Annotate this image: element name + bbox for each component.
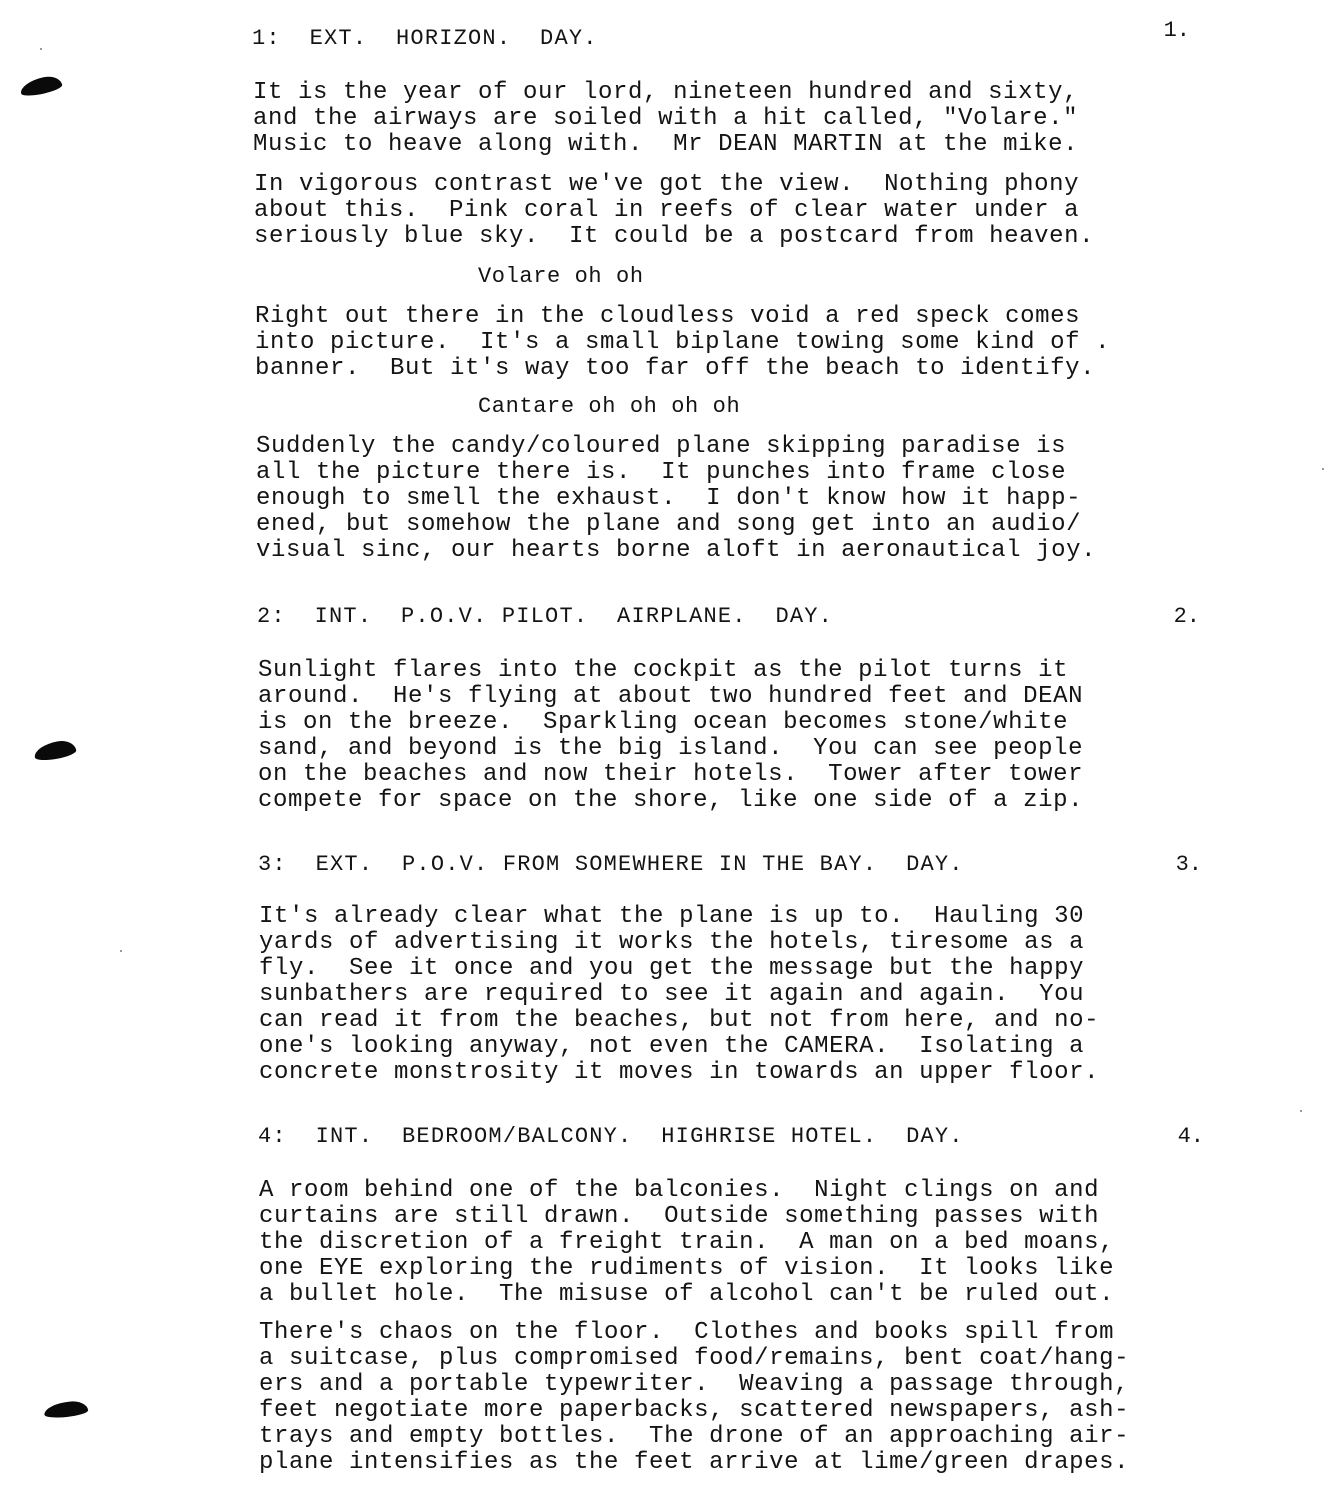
action-line: compete for space on the shore, like one side of a zip. (258, 787, 1084, 814)
action-line: fly. See it once and you get the message but the happy (259, 955, 1085, 982)
action-line: a suitcase, plus compromised food/remains, bent coat/hang- (259, 1345, 1130, 1372)
action-line: seriously blue sky. It could be a postcard from heaven. (254, 223, 1095, 250)
action-line: enough to smell the exhaust. I don't know how it happ- (256, 485, 1082, 512)
scene-heading: 1: EXT. HORIZON. DAY. (252, 26, 598, 51)
action-line: Right out there in the cloudless void a red speck comes (255, 303, 1081, 330)
action-line: In vigorous contrast we've got the view. Nothing phony (254, 171, 1080, 198)
action-line: the discretion of a freight train. A man on a bed moans, (259, 1229, 1115, 1256)
scene-number: 1. (1163, 18, 1190, 43)
action-line: trays and empty bottles. The drone of an approaching air- (259, 1423, 1130, 1450)
action-line: concrete monstrosity it moves in towards an upper floor. (259, 1059, 1100, 1086)
action-line: There's chaos on the floor. Clothes and books spill from (259, 1319, 1115, 1346)
scan-speck (120, 950, 122, 952)
scan-speck (1322, 468, 1324, 470)
action-line: A room behind one of the balconies. Night clings on and (259, 1177, 1100, 1204)
scan-speck (40, 48, 42, 50)
action-line: one's looking anyway, not even the CAMERA. Isolating a (259, 1033, 1085, 1060)
action-line: and the airways are soiled with a hit called, "Volare." (253, 105, 1079, 132)
action-line: on the beaches and now their hotels. Tower after tower (258, 761, 1084, 788)
action-line: feet negotiate more paperbacks, scattered newspapers, ash- (259, 1397, 1130, 1424)
scene-heading: 4: INT. BEDROOM/BALCONY. HIGHRISE HOTEL. DAY. (258, 1124, 964, 1149)
action-line: all the picture there is. It punches into frame close (256, 459, 1067, 486)
action-line: Suddenly the candy/coloured plane skipping paradise is (256, 433, 1067, 460)
action-line: Music to heave along with. Mr DEAN MARTIN at the mike. (253, 131, 1079, 158)
action-line: plane intensifies as the feet arrive at lime/green drapes. (259, 1449, 1130, 1476)
action-line: about this. Pink coral in reefs of clear water under a (254, 197, 1080, 224)
action-line: into picture. It's a small biplane towing some kind of . (255, 329, 1111, 356)
scene-number: 2. (1173, 604, 1200, 629)
action-line: curtains are still drawn. Outside something passes with (259, 1203, 1100, 1230)
action-line: visual sinc, our hearts borne aloft in aeronautical joy. (256, 537, 1097, 564)
scene-heading: 2: INT. P.O.V. PILOT. AIRPLANE. DAY. (257, 604, 834, 629)
punch-hole-mark (33, 738, 77, 762)
action-line: a bullet hole. The misuse of alcohol can't be ruled out. (259, 1281, 1115, 1308)
punch-hole-mark (43, 1400, 88, 1420)
action-line: around. He's flying at about two hundred feet and DEAN (258, 683, 1084, 710)
punch-hole-mark (19, 74, 63, 98)
action-line: yards of advertising it works the hotels, tiresome as a (259, 929, 1085, 956)
scan-speck (1300, 1110, 1302, 1112)
lyric-line: Cantare oh oh oh oh (478, 394, 741, 419)
action-line: sunbathers are required to see it again and again. You (259, 981, 1085, 1008)
action-line: ers and a portable typewriter. Weaving a passage through, (259, 1371, 1130, 1398)
lyric-line: Volare oh oh (478, 264, 644, 289)
action-line: is on the breeze. Sparkling ocean becomes stone/white (258, 709, 1069, 736)
scene-number: 4. (1177, 1124, 1204, 1149)
action-line: sand, and beyond is the big island. You can see people (258, 735, 1084, 762)
scene-number: 3. (1175, 852, 1202, 877)
action-line: It's already clear what the plane is up to. Hauling 30 (259, 903, 1085, 930)
action-line: can read it from the beaches, but not from here, and no- (259, 1007, 1100, 1034)
action-line: banner. But it's way too far off the beach to identify. (255, 355, 1096, 382)
action-line: It is the year of our lord, nineteen hundred and sixty, (253, 79, 1079, 106)
scene-heading: 3: EXT. P.O.V. FROM SOMEWHERE IN THE BAY. DAY. (258, 852, 964, 877)
action-line: ened, but somehow the plane and song get into an audio/ (256, 511, 1082, 538)
action-line: Sunlight flares into the cockpit as the pilot turns it (258, 657, 1069, 684)
action-line: one EYE exploring the rudiments of vision. It looks like (259, 1255, 1115, 1282)
